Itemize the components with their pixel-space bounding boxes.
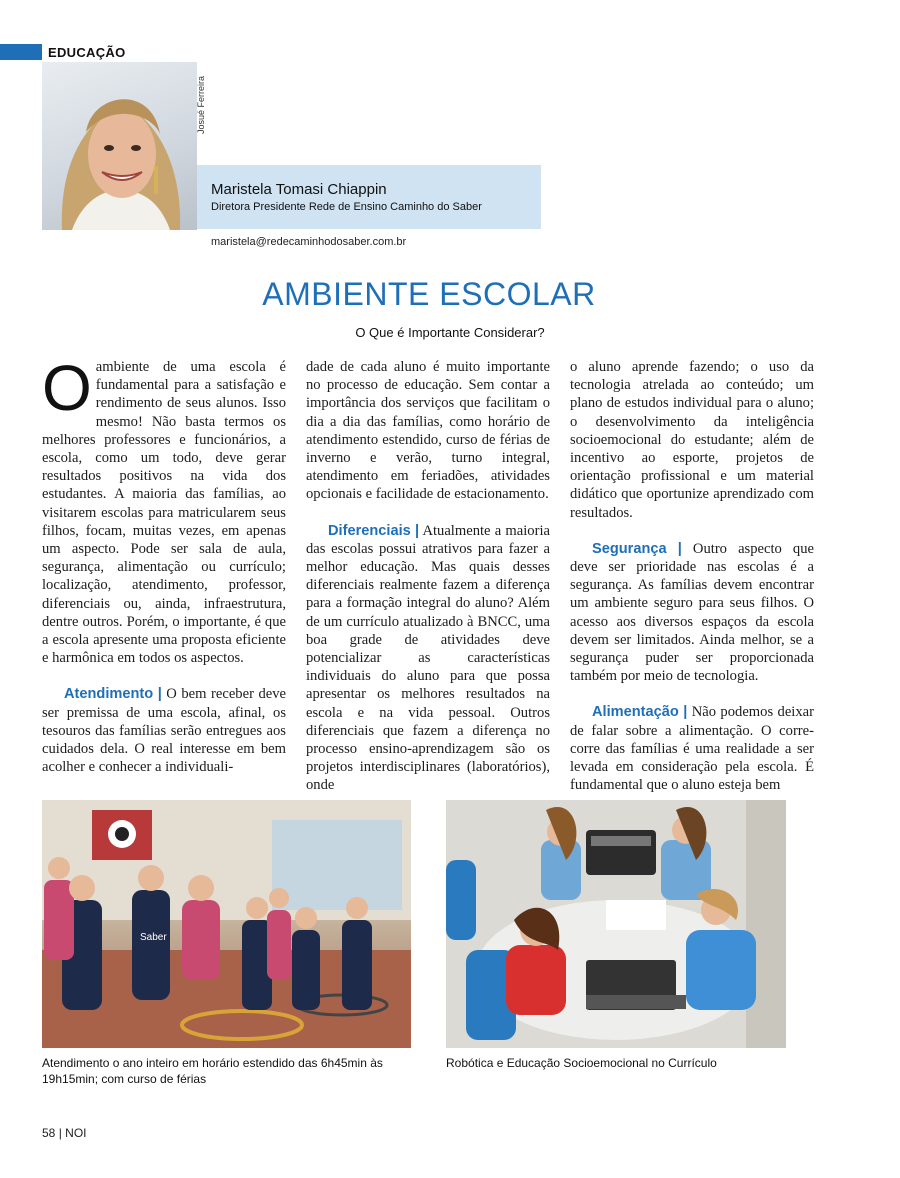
author-portrait: [42, 62, 197, 230]
portrait-illustration: [42, 62, 197, 230]
section-label: EDUCAÇÃO: [48, 45, 126, 60]
section-bar: [0, 44, 42, 60]
seguranca-paragraph: Segurança | Outro aspecto que deve ser prioridade nas escolas é a segurança. As famílias devem encontrar um ambiente seguro para seus filhos. O acesso aos diversos espaços da escola devem ser limitados. Ainda melhor, se a segurança puder ser proporcionada também por meio de tecnologia.: [570, 540, 814, 685]
author-email[interactable]: maristela@redecaminhodosaber.com.br: [211, 236, 407, 248]
photo-children-illustration: [42, 800, 411, 1048]
column-1: [42, 352, 286, 776]
caption-photo-1: Atendimento o ano inteiro em horário estendido das 6h45min às 19h15min; com curso de férias: [42, 1056, 383, 1086]
atendimento-paragraph: Atendimento | O bem receber deve ser premissa de uma escola, afinal, os tesouros das famílias serão entregues aos cuidados dela. O real interesse em bem acolher e conhecer a individuali-: [42, 686, 286, 776]
diferenciais-paragraph: Diferenciais | Atualmente a maioria das escolas possui atrativos para fazer a melhor educação. Mas quais desses diferenciais realmente fazem a diferença para a formação integral do aluno? Além de um currículo atualizado à BNCC, uma boa grade de atividades deve potencializar as características individuais do aluno para que possa apresentar os melhores resultados na escola e na vida pessoal. Outros diferenciais que fazem a diferença no processo ensino-aprendizagem são os projetos interdisciplinares (laboratórios), onde: [306, 522, 550, 794]
author-name: Maristela Tomasi Chiappin: [211, 181, 387, 198]
article-subtitle: O Que é Importante Considerar?: [355, 325, 545, 340]
alimentacao-paragraph: Alimentação | Não podemos deixar de falar sobre a alimentação. O corre-corre das famílias é uma realidade a ser levada em consideração pela escola. É fundamental que o aluno esteja bem: [570, 704, 814, 794]
photo-children-group: [42, 800, 411, 1048]
magazine-name: NOI: [65, 1126, 87, 1140]
column-2: [306, 358, 550, 795]
atendimento-continuation: dade de cada aluno é muito importante no processo de educação. Sem contar a importância dos serviços que facilitam o dia a dia das famílias, como horário de atendimento estendido, curso de férias de inverno e verão, turno integral, atendimento em feriadões, atividades opcionais e facilidade de estacionamento.: [306, 359, 550, 503]
author-role: Diretora Presidente Rede de Ensino Caminho do Saber: [211, 201, 482, 213]
subheading-diferenciais: Diferenciais: [328, 522, 411, 539]
intro-paragraph: O ambiente de uma escola é fundamental para a satisfação e rendimento de seus alunos. Isso mesmo! Não basta termos os melhores professores e funcionários, a escola, como um todo, deve gerar resultados positivos na vida dos estudantes. A maioria das famílias, ao visitarem escolas para matricularem seus filhos, focam, muitas vezes, em apenas um aspecto. Pode ser sala de aula, segurança, alimentação ou currículo; localização, atendimento, professor, diferenciais ou, ainda, infraestrutura, dentre outros. Porém, o importante, é que a escola apresente uma proposta eficiente e harmônica em todos os aspectos.: [42, 352, 286, 667]
subheading-atendimento: Atendimento: [64, 686, 154, 703]
photo-credit: Josué Ferreira: [196, 75, 206, 134]
photo-robotics-illustration: [446, 800, 786, 1048]
page-number: 58: [42, 1126, 56, 1140]
caption-photo-2: Robótica e Educação Socioemocional no Currículo: [446, 1056, 717, 1070]
drop-cap: O: [42, 352, 92, 424]
author-box: [197, 165, 541, 229]
column-3: [570, 358, 814, 794]
diferenciais-continuation: o aluno aprende fazendo; o uso da tecnologia atrelada ao conteúdo; um plano de estudos individual para o aluno; o desenvolvimento da inteligência socioemocional do estudante; além de incentivo ao esporte, projetos de orientação profissional e um material didático que oportunize aprendizado com resultados.: [570, 359, 814, 521]
subheading-seguranca: Segurança: [592, 540, 667, 557]
page-footer: [42, 1126, 87, 1140]
subheading-alimentacao: Alimentação: [592, 704, 679, 721]
photo-robotics-class: [446, 800, 786, 1048]
article-title: AMBIENTE ESCOLAR: [262, 276, 596, 312]
shirt-logo-text: Saber: [140, 932, 167, 943]
footer-separator: |: [58, 1126, 62, 1140]
